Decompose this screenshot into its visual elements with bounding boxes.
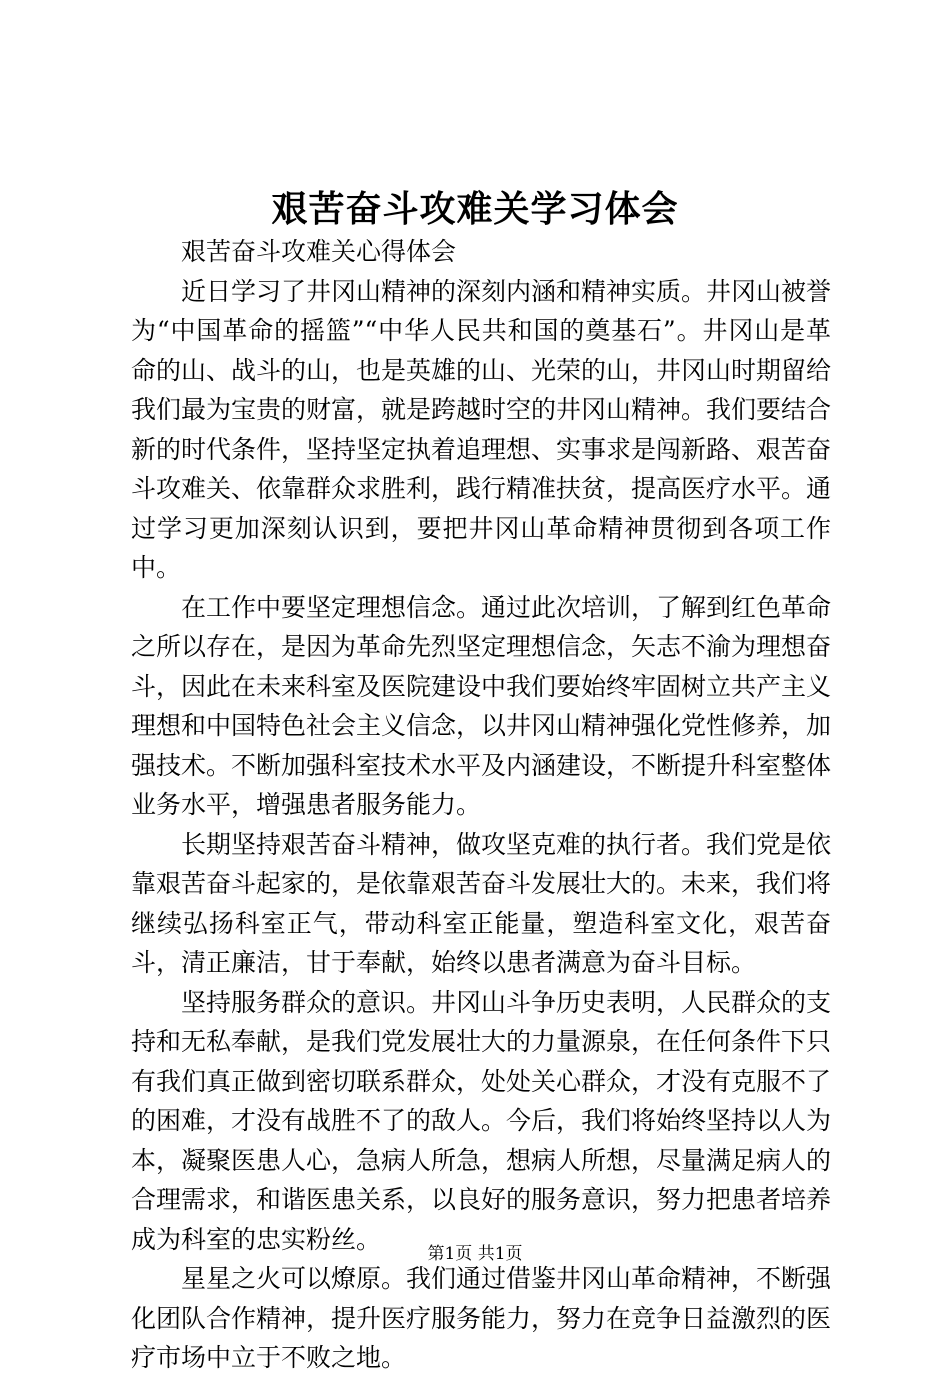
paragraph: 星星之火可以燎原。我们通过借鉴井冈山革命精神，不断强化团队合作精神，提升医疗服务能力，努力在竞争日益激烈的医疗市场中立于不败之地。 xyxy=(131,1264,832,1372)
paragraph: 长期坚持艰苦奋斗精神，做攻坚克难的执行者。我们党是依靠艰苦奋斗起家的，是依靠艰苦奋斗发展壮大的。未来，我们将继续弘扬科室正气，带动科室正能量，塑造科室文化，艰苦奋斗，清正廉洁，甘于奉献，始终以患者满意为奋斗目标。 xyxy=(131,829,832,977)
page-title: 艰苦奋斗攻难关学习体会 xyxy=(271,188,679,230)
page-number-footer: 第1页 共1页 xyxy=(427,1244,523,1264)
document-body xyxy=(131,232,831,1378)
paragraph-subtitle: 艰苦奋斗攻难关心得体会 xyxy=(181,237,457,266)
paragraph: 近日学习了井冈山精神的深刻内涵和精神实质。井冈山被誉为“中国革命的摇篮”“中华人民共和国的奠基石”。井冈山是革命的山、战斗的山，也是英雄的山、光荣的山，井冈山时期留给我们最为宝贵的财富，就是跨越时空的井冈山精神。我们要结合新的时代条件，坚持坚定执着追理想、实事求是闯新路、艰苦奋斗攻难关、依靠群众求胜利，践行精准扶贫，提高医疗水平。通过学习更加深刻认识到，要把井冈山革命精神贯彻到各项工作中。 xyxy=(131,276,832,582)
paragraph: 坚持服务群众的意识。井冈山斗争历史表明，人民群众的支持和无私奉献，是我们党发展壮大的力量源泉，在任何条件下只有我们真正做到密切联系群众，处处关心群众，才没有克服不了的困难，才没有战胜不了的敌人。今后，我们将始终坚持以人为本，凝聚医患人心，急病人所急，想病人所想，尽量满足病人的合理需求，和谐医患关系，以良好的服务意识，努力把患者培养成为科室的忠实粉丝。 xyxy=(131,987,832,1254)
paragraph: 在工作中要坚定理想信念。通过此次培训，了解到红色革命之所以存在，是因为革命先烈坚定理想信念，矢志不渝为理想奋斗，因此在未来科室及医院建设中我们要始终牢固树立共产主义理想和中国特色社会主义信念，以井冈山精神强化党性修养，加强技术。不断加强科室技术水平及内涵建设，不断提升科室整体业务水平，增强患者服务能力。 xyxy=(131,592,832,819)
